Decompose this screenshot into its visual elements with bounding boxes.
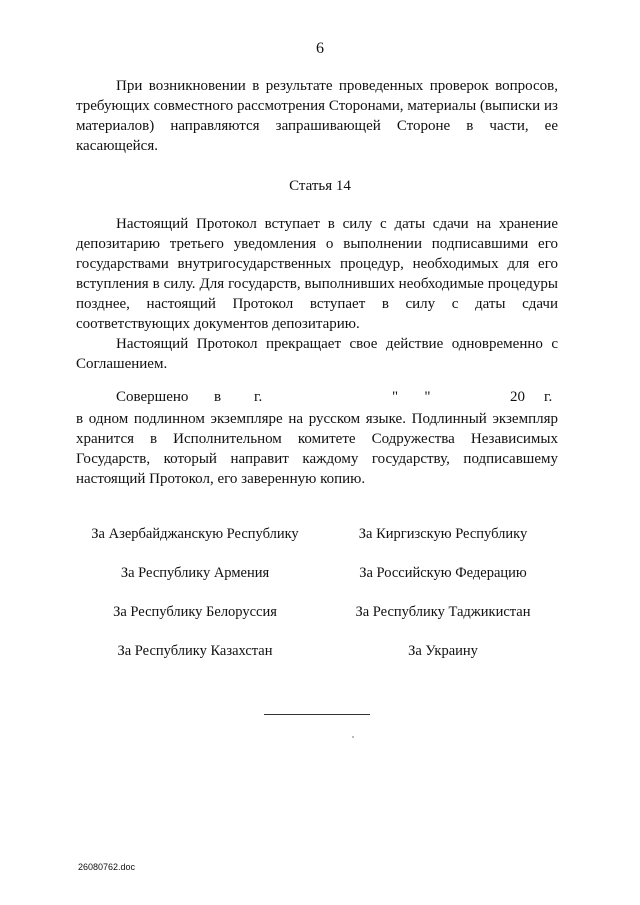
paragraph-original-copy	[76, 409, 558, 489]
paragraph-line: Государств, который направит каждому государству, подписавшему	[76, 451, 558, 467]
paragraph-line: хранится в Исполнительном комитете Содружества Независимых	[76, 431, 558, 447]
paragraph-line: позднее, настоящий Протокол вступает в силу с даты сдачи	[76, 296, 558, 312]
signatory-kyrgyzstan: За Киргизскую Республику	[358, 526, 528, 542]
done-date-quotes: " "	[392, 389, 431, 405]
paragraph-line: депозитарию третьего уведомления о выполнении подписавшими его	[76, 236, 558, 252]
paragraph-line: При возникновении в результате проведенных проверок вопросов,	[116, 78, 558, 94]
paragraph-line: в одном подлинном экземпляре на русском языке. Подлинный экземпляр	[76, 411, 558, 427]
signatory-azerbaijan: За Азербайджанскую Республику	[91, 526, 299, 542]
done-in: в	[214, 389, 222, 405]
signatory-armenia: За Республику Армения	[120, 565, 270, 581]
done-year-abbr: г.	[544, 389, 553, 405]
paragraph-line: материалов) направляются запрашивающей Стороне в части, ее	[76, 118, 558, 134]
signatory-belarus: За Республику Белоруссия	[113, 604, 277, 620]
document-id: 26080762.doc	[78, 862, 136, 872]
article-title: Статья 14	[289, 178, 351, 194]
paragraph-line: настоящий Протокол, его заверенную копию.	[76, 471, 366, 487]
paragraph-line: Настоящий Протокол вступает в силу с даты сдачи на хранение	[116, 216, 558, 232]
paragraph-line: требующих совместного рассмотрения Сторонами, материалы (выписки из	[76, 98, 558, 114]
signatory-russia: За Российскую Федерацию	[359, 565, 527, 581]
paragraph-line: государствами внутригосударственных процедур, необходимых для его	[76, 256, 558, 272]
done-at-line	[76, 389, 558, 409]
paragraph-line: касающейся.	[76, 138, 158, 154]
paragraph-verification-questions	[76, 76, 558, 156]
paragraph-line: вступления в силу. Для государств, выполнивших необходимые процедуры	[76, 276, 558, 292]
paragraph-line: Соглашением.	[76, 356, 168, 372]
paragraph-entry-into-force	[76, 214, 558, 334]
paragraph-line: Настоящий Протокол прекращает свое действие одновременно с	[116, 336, 558, 352]
signatory-kazakhstan: За Республику Казахстан	[117, 643, 273, 659]
signatory-ukraine: За Украину	[408, 643, 478, 659]
done-year: 20	[510, 389, 525, 405]
end-divider	[264, 714, 370, 715]
signatory-tajikistan: За Республику Таджикистан	[355, 604, 531, 620]
done-city-abbr: г.	[254, 389, 263, 405]
paragraph-termination	[76, 334, 558, 374]
page-number: 6	[316, 40, 324, 57]
done-word: Совершено	[116, 389, 189, 405]
scan-speck	[352, 736, 354, 738]
paragraph-line: соответствующих документов депозитарию.	[76, 316, 360, 332]
